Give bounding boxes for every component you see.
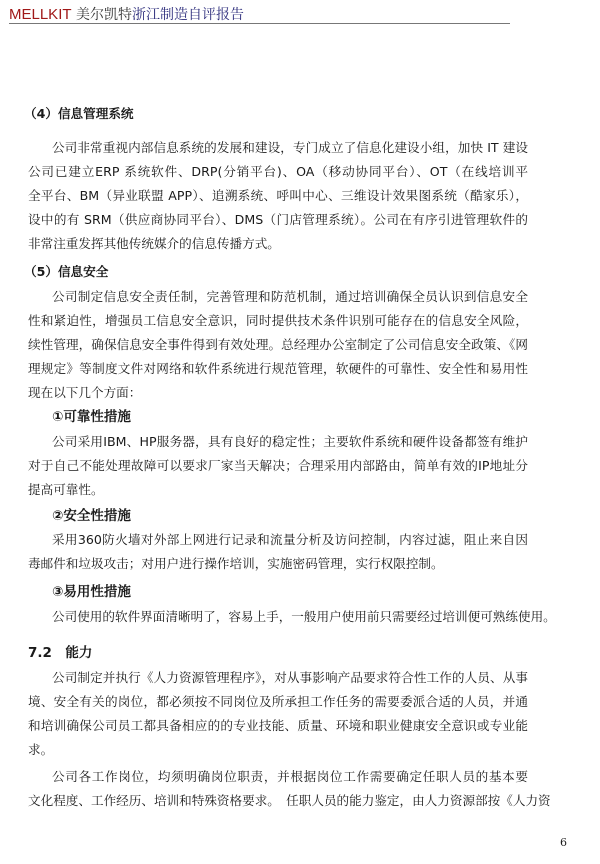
paragraph-line: 公司制定并执行《人力资源管理程序》，对从事影响产品要求符合性工作的人员、从事 bbox=[52, 670, 528, 685]
paragraph-line: 性和紧迫性，增强员工信息安全意识，同时提供技术条件识别可能存在的信息安全风险， bbox=[28, 313, 528, 328]
paragraph-line: 设中的有 SRM（供应商协同平台）、DMS（门店管理系统）。公司在有序引进管理软件的 bbox=[28, 212, 528, 227]
subsection-heading: ②安全性措施 bbox=[52, 508, 131, 524]
page-number: 6 bbox=[560, 836, 567, 849]
paragraph-line: 提高可靠性。 bbox=[28, 482, 104, 497]
header-title-report: 浙江制造自评报告 bbox=[131, 7, 244, 23]
paragraph-line: 求。 bbox=[28, 742, 54, 757]
paragraph-line: 公司使用的软件界面清晰明了，容易上手，一般用户使用前只需要经过培训便可熟练使用。 bbox=[52, 609, 556, 624]
subsection-heading: ③易用性措施 bbox=[52, 584, 131, 600]
section-heading: 7.2 能力 bbox=[28, 645, 93, 661]
paragraph-line: 文化程度、工作经历、培训和特殊资格要求。 任职人员的能力鉴定，由人力资源部按《人力资 bbox=[28, 793, 551, 808]
header-divider bbox=[9, 23, 510, 24]
paragraph-line: 理规定》等制度文件对网络和软件系统进行规范管理，软硬件的可靠性、安全性和易用性 bbox=[28, 361, 528, 376]
paragraph-line: 和培训确保公司员工都具备相应的的专业技能、质量、环境和职业健康安全意识或专业能 bbox=[28, 718, 528, 733]
section-heading: （5）信息安全 bbox=[24, 264, 109, 279]
page-header bbox=[9, 4, 244, 24]
paragraph-line: 续性管理，确保信息安全事件得到有效处理。总经理办公室制定了公司信息安全政策、《网 bbox=[28, 337, 528, 352]
paragraph-line: 对于自己不能处理故障可以要求厂家当天解决；合理采用内部路由，简单有效的IP地址分 bbox=[28, 458, 528, 473]
paragraph-line: 公司各工作岗位，均须明确岗位职责，并根据岗位工作需要确定任职人员的基本要 bbox=[52, 769, 528, 784]
paragraph-line: 公司制定信息安全责任制，完善管理和防范机制，通过培训确保全员认识到信息安全 bbox=[52, 289, 528, 304]
paragraph-line: 公司采用IBM、HP服务器，具有良好的稳定性；主要软件系统和硬件设备都签有维护 bbox=[52, 434, 528, 449]
paragraph-line: 境、安全有关的岗位，都必须按不同岗位及所承担工作任务的需要委派合适的人员，并通 bbox=[28, 694, 528, 709]
brand-logo-text: MELLKIT bbox=[9, 6, 72, 23]
header-title-company: 美尔凯特 bbox=[75, 7, 132, 23]
paragraph-line: 现在以下几个方面： bbox=[28, 385, 142, 400]
paragraph-line: 采用360防火墙对外部上网进行记录和流量分析及访问控制，内容过滤，阻止来自因 bbox=[52, 532, 528, 547]
paragraph-line: 全平台、BM（异业联盟 APP）、追溯系统、呼叫中心、三维设计效果图系统（酷家乐）， bbox=[28, 188, 528, 203]
section-heading: （4）信息管理系统 bbox=[24, 106, 134, 121]
paragraph-line: 公司已建立ERP 系统软件、DRP(分销平台)、OA（移动协同平台）、OT（在线培训平 bbox=[28, 164, 528, 179]
paragraph-line: 非常注重发挥其他传统媒介的信息传播方式。 bbox=[28, 236, 280, 251]
paragraph-line: 毒邮件和垃圾攻击；对用户进行操作培训，实施密码管理，实行权限控制。 bbox=[28, 556, 444, 571]
paragraph-line: 公司非常重视内部信息系统的发展和建设，专门成立了信息化建设小组，加快 IT 建设 bbox=[52, 140, 528, 155]
subsection-heading: ①可靠性措施 bbox=[52, 409, 131, 425]
